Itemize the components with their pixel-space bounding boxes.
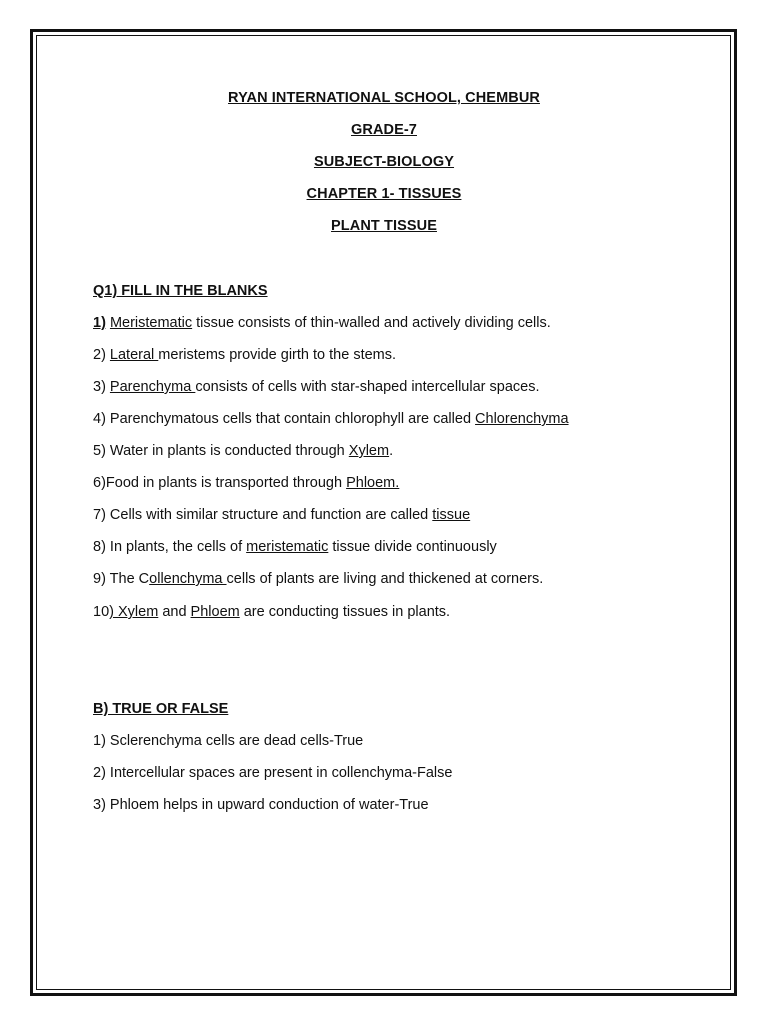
q1-item-10-and: and (158, 604, 191, 620)
q1-item-5-end: . (389, 443, 394, 459)
b-item-3: 3) Phloem helps in upward conduction of water-True (93, 797, 429, 813)
q1-item-8 (93, 539, 497, 555)
b-heading: B) TRUE OR FALSE (93, 701, 229, 717)
q1-item-3-answer: Parenchyma (109, 379, 196, 395)
q1-item-7-answer: tissue (432, 507, 471, 523)
q1-item-6 (93, 475, 399, 491)
b-item-2: 2) Intercellular spaces are present in collenchyma-False (93, 765, 453, 781)
q1-item-10-end: are conducting tissues in plants. (239, 604, 451, 620)
q1-item-2 (93, 347, 396, 363)
grade-heading: GRADE-7 (351, 122, 417, 138)
q1-heading: Q1) FILL IN THE BLANKS (93, 283, 268, 299)
q1-item-3-number: 3) (93, 379, 110, 395)
q1-item-5-answer: Xylem (348, 443, 390, 459)
q1-item-2-answer: Lateral (109, 347, 159, 363)
q1-item-2-text: meristems provide girth to the stems. (158, 347, 397, 363)
chapter-heading: CHAPTER 1- TISSUES (306, 186, 462, 202)
q1-item-6-text: 6)Food in plants is transported through (93, 475, 347, 491)
q1-item-8-text: 8) In plants, the cells of (93, 539, 247, 555)
q1-item-1-answer: Meristematic (109, 315, 193, 331)
q1-item-3-text: consists of cells with star-shaped intercellular spaces. (195, 379, 540, 395)
subject-heading: SUBJECT-BIOLOGY (313, 154, 455, 170)
q1-item-9-answer: ollenchyma (149, 571, 227, 587)
school-name: RYAN INTERNATIONAL SCHOOL, CHEMBUR (228, 90, 540, 106)
q1-item-9-end: cells of plants are living and thickened at corners. (226, 571, 544, 587)
q1-item-7-text: 7) Cells with similar structure and function are called (93, 507, 433, 523)
q1-item-7 (93, 507, 470, 523)
q1-item-10-answer-2: Phloem (190, 604, 240, 620)
q1-item-8-answer: meristematic (246, 539, 329, 555)
q1-item-4-answer: Chlorenchyma (475, 411, 569, 427)
q1-item-4 (93, 411, 569, 427)
q1-item-10-number: 10 (93, 604, 110, 620)
q1-item-9-text: 9) The C (93, 571, 150, 587)
q1-item-5 (93, 443, 393, 459)
q1-item-5-text: 5) Water in plants is conducted through (93, 443, 349, 459)
b-item-1: 1) Sclerenchyma cells are dead cells-True (93, 733, 364, 749)
q1-item-4-text: 4) Parenchymatous cells that contain chlorophyll are called (93, 411, 476, 427)
q1-item-6-answer: Phloem. (346, 475, 400, 491)
q1-item-10 (93, 604, 450, 620)
q1-item-8-end: tissue divide continuously (328, 539, 497, 555)
q1-item-2-number: 2) (93, 347, 110, 363)
q1-item-1 (93, 315, 551, 331)
q1-item-3 (93, 379, 539, 395)
q1-item-10-answer-1: ) Xylem (109, 604, 159, 620)
q1-item-1-text: tissue consists of thin-walled and actively dividing cells. (192, 315, 551, 331)
q1-item-1-number: 1) (93, 315, 106, 331)
q1-item-9 (93, 571, 543, 587)
topic-heading: PLANT TISSUE (331, 218, 437, 234)
